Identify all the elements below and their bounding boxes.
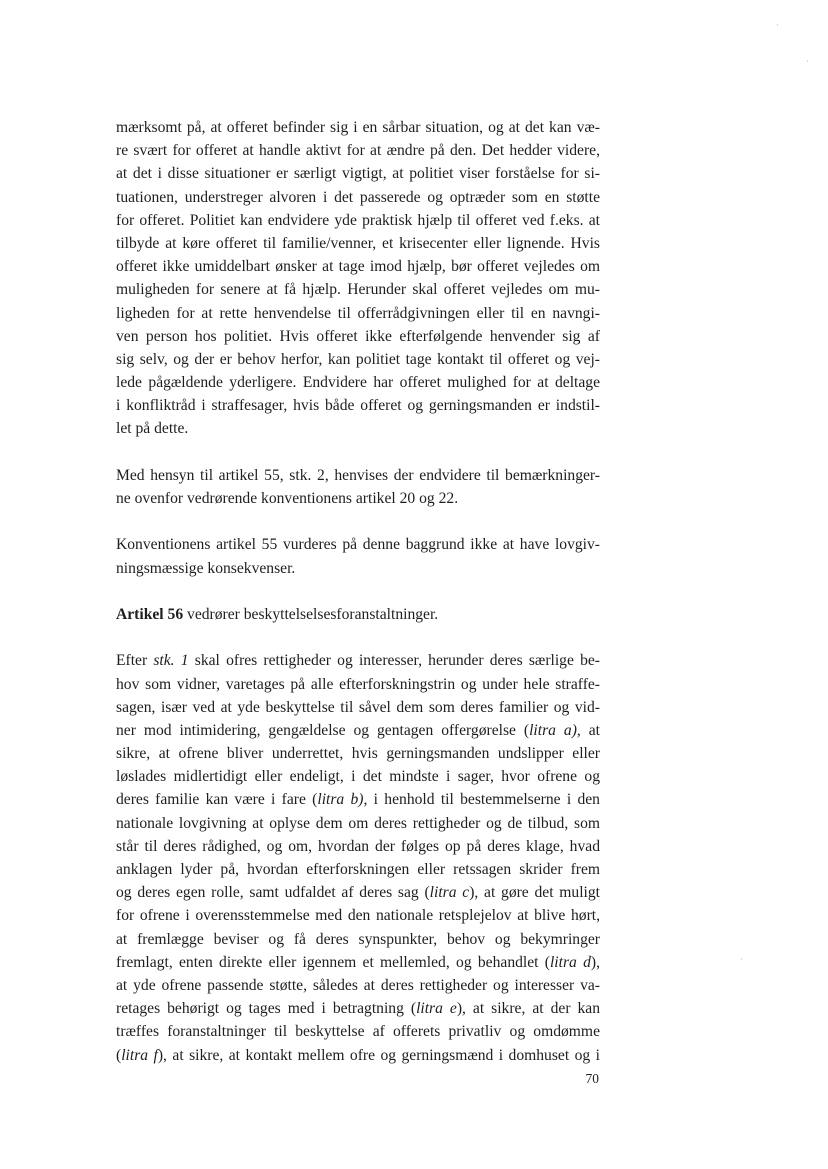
text-line: lede pågældende yderligere. Endvidere har offeret mulighed for at deltage bbox=[116, 374, 600, 392]
text-line: mærksomt på, at offeret befinder sig i en sårbar situation, og at det kan væ- bbox=[116, 119, 600, 136]
text-line: at yde ofrene passende støtte, således at deres rettigheder og interesser va- bbox=[116, 976, 600, 994]
document-page bbox=[116, 116, 600, 1067]
text-line: muligheden for senere at få hjælp. Herunder skal offeret vejledes om mu- bbox=[116, 281, 600, 299]
text-line: nationale lovgivning at oplyse dem om deres rettigheder og de tilbud, som bbox=[116, 814, 600, 832]
text-line: Konventionens artikel 55 vurderes på denne baggrund ikke at have lovgiv- bbox=[116, 536, 600, 554]
text-line: tuationen, understreger alvoren i det passerede og optræder som en støtte bbox=[116, 188, 600, 206]
italic-reference: litra f bbox=[121, 1046, 158, 1064]
text-line: hov som vidner, varetages på alle efterforskningstrin og under hele straffe- bbox=[116, 675, 600, 693]
heading-text: vedrører beskyttelselsesforanstaltninger. bbox=[183, 605, 439, 623]
article-number: Artikel 56 bbox=[116, 605, 184, 623]
scan-speck: · bbox=[740, 955, 743, 964]
text-line: at fremlægge beviser og få deres synspunkter, behov og bekymringer bbox=[116, 930, 600, 948]
heading-line bbox=[116, 603, 600, 626]
italic-reference: litra e bbox=[416, 1000, 457, 1018]
text-line: træffes foranstaltninger til beskyttelse af offerets privatliv og omdømme bbox=[116, 1023, 600, 1041]
text-line: i konfliktråd i straffesager, hvis både offeret og gerningsmanden er indstil- bbox=[116, 397, 600, 415]
text-line: og deres egen rolle, samt udfaldet af deres sag (litra c), at gøre det muligt bbox=[116, 884, 600, 902]
text-line: ligheden for at rette henvendelse til offerrådgivningen eller til en navngi- bbox=[116, 304, 600, 322]
text-line: at det i disse situationer er særligt vigtigt, at politiet viser forståelse for si- bbox=[116, 165, 600, 183]
text-line: (litra f), at sikre, at kontakt mellem ofre og gerningsmænd i domhuset og i bbox=[116, 1046, 601, 1064]
text-line: tilbyde at køre offeret til familie/venner, et krisecenter eller lignende. Hvis bbox=[116, 234, 600, 252]
text-line: fremlagt, enten direkte eller igennem et mellemled, og behandlet (litra d), bbox=[116, 953, 600, 971]
paragraph-article-55-reference bbox=[116, 464, 600, 510]
text-line: retages behørigt og tages med i betragtning (litra e), at sikre, at der kan bbox=[116, 1000, 601, 1018]
italic-reference: litra c bbox=[429, 884, 470, 902]
text-line: for offeret. Politiet kan endvidere yde praktisk hjælp til offeret ved f.eks. at bbox=[116, 211, 600, 229]
text-line: offeret ikke umiddelbart ønsker at tage imod hjælp, bør offeret vejledes om bbox=[116, 258, 600, 276]
page-number: 70 bbox=[585, 1071, 599, 1086]
text-line: re svært for offeret at handle aktivt for at ændre på den. Det hedder videre, bbox=[116, 142, 600, 160]
text-line: Med hensyn til artikel 55, stk. 2, henvises der endvidere til bemærkninger- bbox=[116, 466, 600, 484]
text-line: ningsmæssige konsekvenser. bbox=[116, 559, 296, 577]
text-line: sikre, at ofrene bliver underrettet, hvis gerningsmanden undslipper eller bbox=[116, 745, 600, 763]
scan-speck: · bbox=[806, 57, 809, 66]
text-line: deres familie kan være i fare (litra b), i henhold til bestemmelserne i den bbox=[116, 791, 600, 809]
text-line: ne ovenfor vedrørende konventionens artikel 20 og 22. bbox=[116, 490, 459, 507]
text-line: sagen, især ved at yde beskyttelse til såvel dem som deres familier og vid- bbox=[116, 698, 600, 716]
paragraph-offer-support bbox=[116, 116, 600, 441]
scan-speck: · bbox=[776, 21, 779, 30]
text-line: ner mod intimidering, gengældelse og gentagen offergørelse (litra a), at bbox=[116, 721, 600, 739]
paragraph-article-56-body bbox=[116, 649, 600, 1066]
text-line: let på dette. bbox=[116, 420, 189, 438]
text-line: løslades midlertidigt eller endeligt, i det mindste i sager, hvor ofrene og bbox=[116, 768, 600, 786]
paragraph-article-55-conclusion bbox=[116, 533, 600, 579]
italic-reference: litra d bbox=[549, 953, 591, 971]
text-line: står til deres rådighed, og om, hvordan der følges op på deres klage, hvad bbox=[116, 837, 600, 855]
text-line: for ofrene i overensstemmelse med den nationale retsplejelov at blive hørt, bbox=[116, 907, 600, 925]
text-line: anklagen lyder på, hvordan efterforskningen eller retssagen skrider frem bbox=[116, 861, 600, 878]
text-line: ven person hos politiet. Hvis offeret ikke efterfølgende henvender sig af bbox=[116, 327, 600, 345]
italic-reference: litra b) bbox=[317, 791, 364, 809]
text-line: sig selv, og der er behov herfor, kan politiet tage kontakt til offeret og vej- bbox=[116, 350, 600, 368]
article-56-heading bbox=[116, 603, 600, 626]
italic-reference: stk. 1 bbox=[153, 652, 189, 670]
text-line: Efter stk. 1 skal ofres rettigheder og interesser, herunder deres særlige be- bbox=[116, 652, 600, 670]
italic-reference: litra a) bbox=[529, 721, 577, 739]
